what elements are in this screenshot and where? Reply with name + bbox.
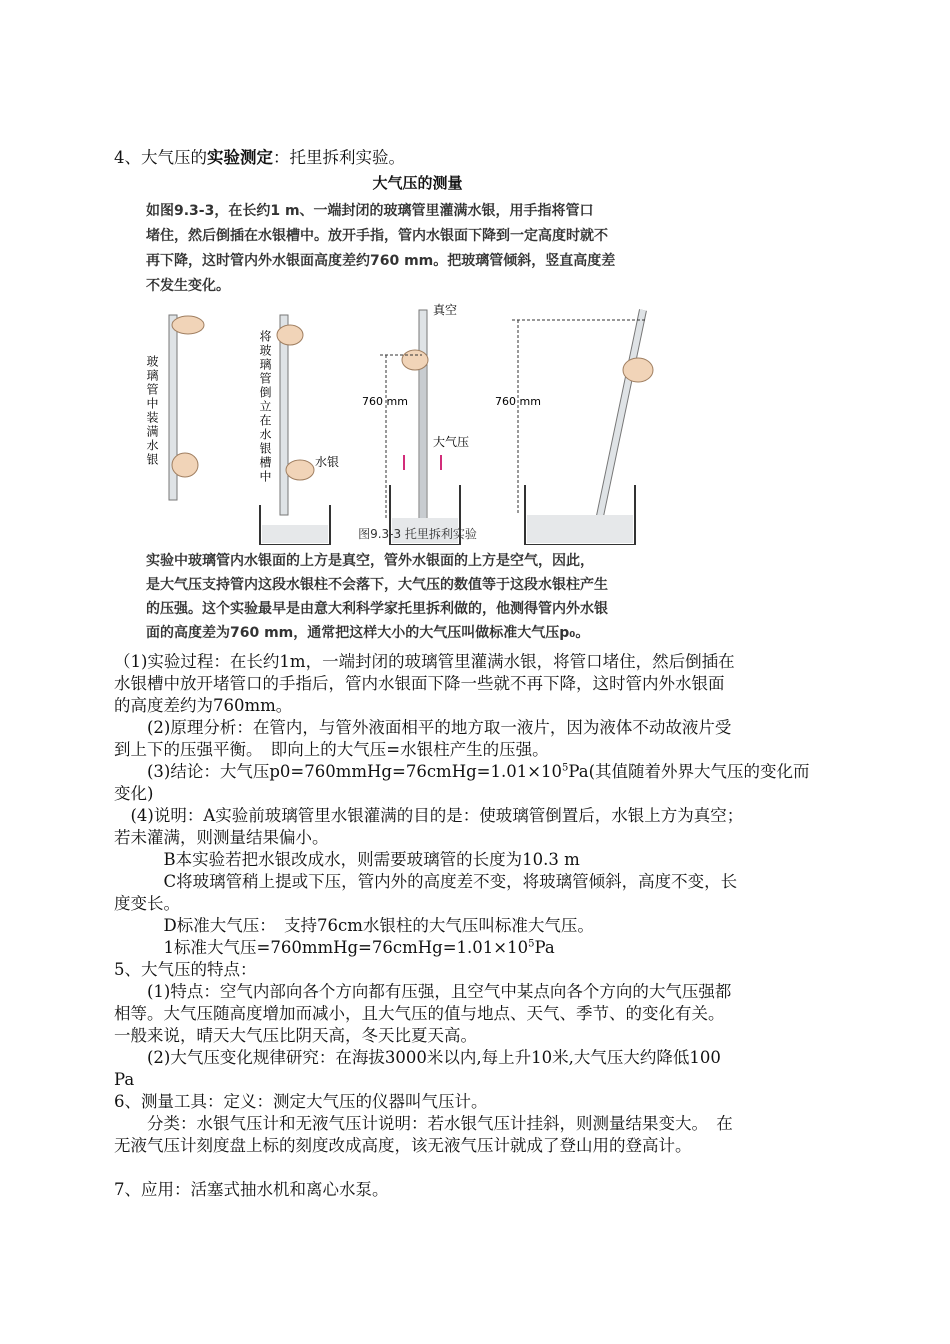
section-6-heading: 6、测量工具：定义：测定大气压的仪器叫气压计。: [114, 1092, 488, 1111]
figure-intro-line: 如图9.3-3，在长约1 m、一端封闭的玻璃管里灌满水银，用手指将管口: [146, 203, 594, 219]
hand-icon: [623, 358, 653, 382]
figure-outro-line: 的压强。这个实验最早是由意大利科学家托里拆利做的，他测得管内外水银: [146, 601, 608, 617]
text-line: 的高度差约为760mm。: [114, 696, 293, 715]
section-7-heading: 7、应用：活塞式抽水机和离心水泵。: [114, 1180, 389, 1199]
hand-icon: [172, 316, 204, 334]
textbook-figure: [140, 170, 695, 650]
text-line: (1)特点：空气内部向各个方向都有压强，且空气中某点向各个方向的大气压强都: [114, 982, 732, 1001]
text-line: 一般来说，晴天大气压比阴天高，冬天比夏天高。: [114, 1026, 477, 1045]
section-4-heading: 4、大气压的实验测定：托里拆利实验。: [114, 148, 405, 167]
figure-outro-line: 是大气压支持管内这段水银柱不会落下，大气压的数值等于这段水银柱产生: [146, 577, 608, 593]
text-line-conclusion: (3)结论：大气压$p0=760mmHg=76cmHg=1.01\times 10^5Pa$(其值随着外界大气压的变化而: [114, 762, 810, 781]
text-line: (2)原理分析：在管内，与管外液面相平的地方取一液片，因为液体不动故液片受: [114, 718, 732, 737]
figure-outro-line: 实验中玻璃管内水银面的上方是真空，管外水银面的上方是空气，因此，: [146, 553, 594, 569]
text-line: B本实验若把水银改成水，则需要玻璃管的长度为10.3 m: [114, 850, 580, 869]
figure-intro-line: 再下降，这时管内外水银面高度差约760 mm。把玻璃管倾斜，竖直高度差: [146, 253, 616, 269]
label-vacuum: 真空: [433, 303, 458, 317]
text-line: C将玻璃管稍上提或下压，管内外的高度差不变，将玻璃管倾斜，高度不变，长: [114, 872, 738, 891]
text-line: 若未灌满，则测量结果偏小。: [114, 828, 329, 847]
figure-intro-line: 不发生变化。: [146, 278, 230, 294]
figure-title: 大气压的测量: [372, 174, 463, 192]
hand-icon: [286, 460, 314, 480]
text-line: 分类：水银气压计和无液气压计说明：若水银气压计挂斜，则测量结果变大。 在: [114, 1114, 733, 1133]
text-line: 度变长。: [114, 894, 180, 913]
text-line: 无液气压计刻度盘上标的刻度改成高度，该无液气压计就成了登山用的登高计。: [114, 1136, 692, 1155]
hand-icon: [172, 453, 198, 477]
mercury-column: [420, 355, 426, 535]
section-5-heading: 5、大气压的特点：: [114, 960, 257, 979]
hand-icon: [277, 325, 303, 345]
figure-caption: 图9.3-3 托里拆利实验: [358, 527, 477, 541]
figure-outro-line: 面的高度差为760 mm，通常把这样大小的大气压叫做标准大气压p₀。: [146, 625, 590, 641]
text-line: 相等。大气压随高度增加而减小，且大气压的值与地点、天气、季节、的变化有关。: [114, 1004, 725, 1023]
text-line-standard: 1标准大气压$=760mmHg=76cmHg=1.01\times 10^5Pa$: [114, 938, 555, 957]
torricelli-diagram: [140, 300, 695, 545]
text-line: Pa: [114, 1070, 135, 1089]
text-line: （1)实验过程：在长约1m，一端封闭的玻璃管里灌满水银，将管口堵住，然后倒插在: [114, 652, 735, 671]
text-line: 到上下的压强平衡。 即向上的大气压=水银柱产生的压强。: [114, 740, 549, 759]
label-atm: 大气压: [433, 435, 470, 449]
label-760-a: 760 mm: [362, 395, 408, 408]
label-760-b: 760 mm: [495, 395, 541, 408]
figure-intro-line: 堵住，然后倒插在水银槽中。放开手指，管内水银面下降到一定高度时就不: [146, 228, 608, 244]
text-line: 变化): [114, 784, 154, 803]
text-line: 水银槽中放开堵管口的手指后，管内水银面下降一些就不再下降，这时管内外水银面: [114, 674, 725, 693]
label-mercury: 水银: [315, 455, 340, 469]
text-line: D标准大气压： 支持76cm水银柱的大气压叫标准大气压。: [114, 916, 594, 935]
label-invert: 将玻璃管倒立在水银槽中: [258, 330, 272, 484]
text-line: (2)大气压变化规律研究：在海拔3000米以内,每上升10米,大气压大约降低100: [114, 1048, 721, 1067]
label-fill: 玻璃管中装满水银: [145, 355, 159, 467]
text-line: (4)说明：A实验前玻璃管里水银灌满的目的是：使玻璃管倒置后，水银上方为真空；: [114, 806, 744, 825]
hand-icon: [402, 350, 428, 370]
